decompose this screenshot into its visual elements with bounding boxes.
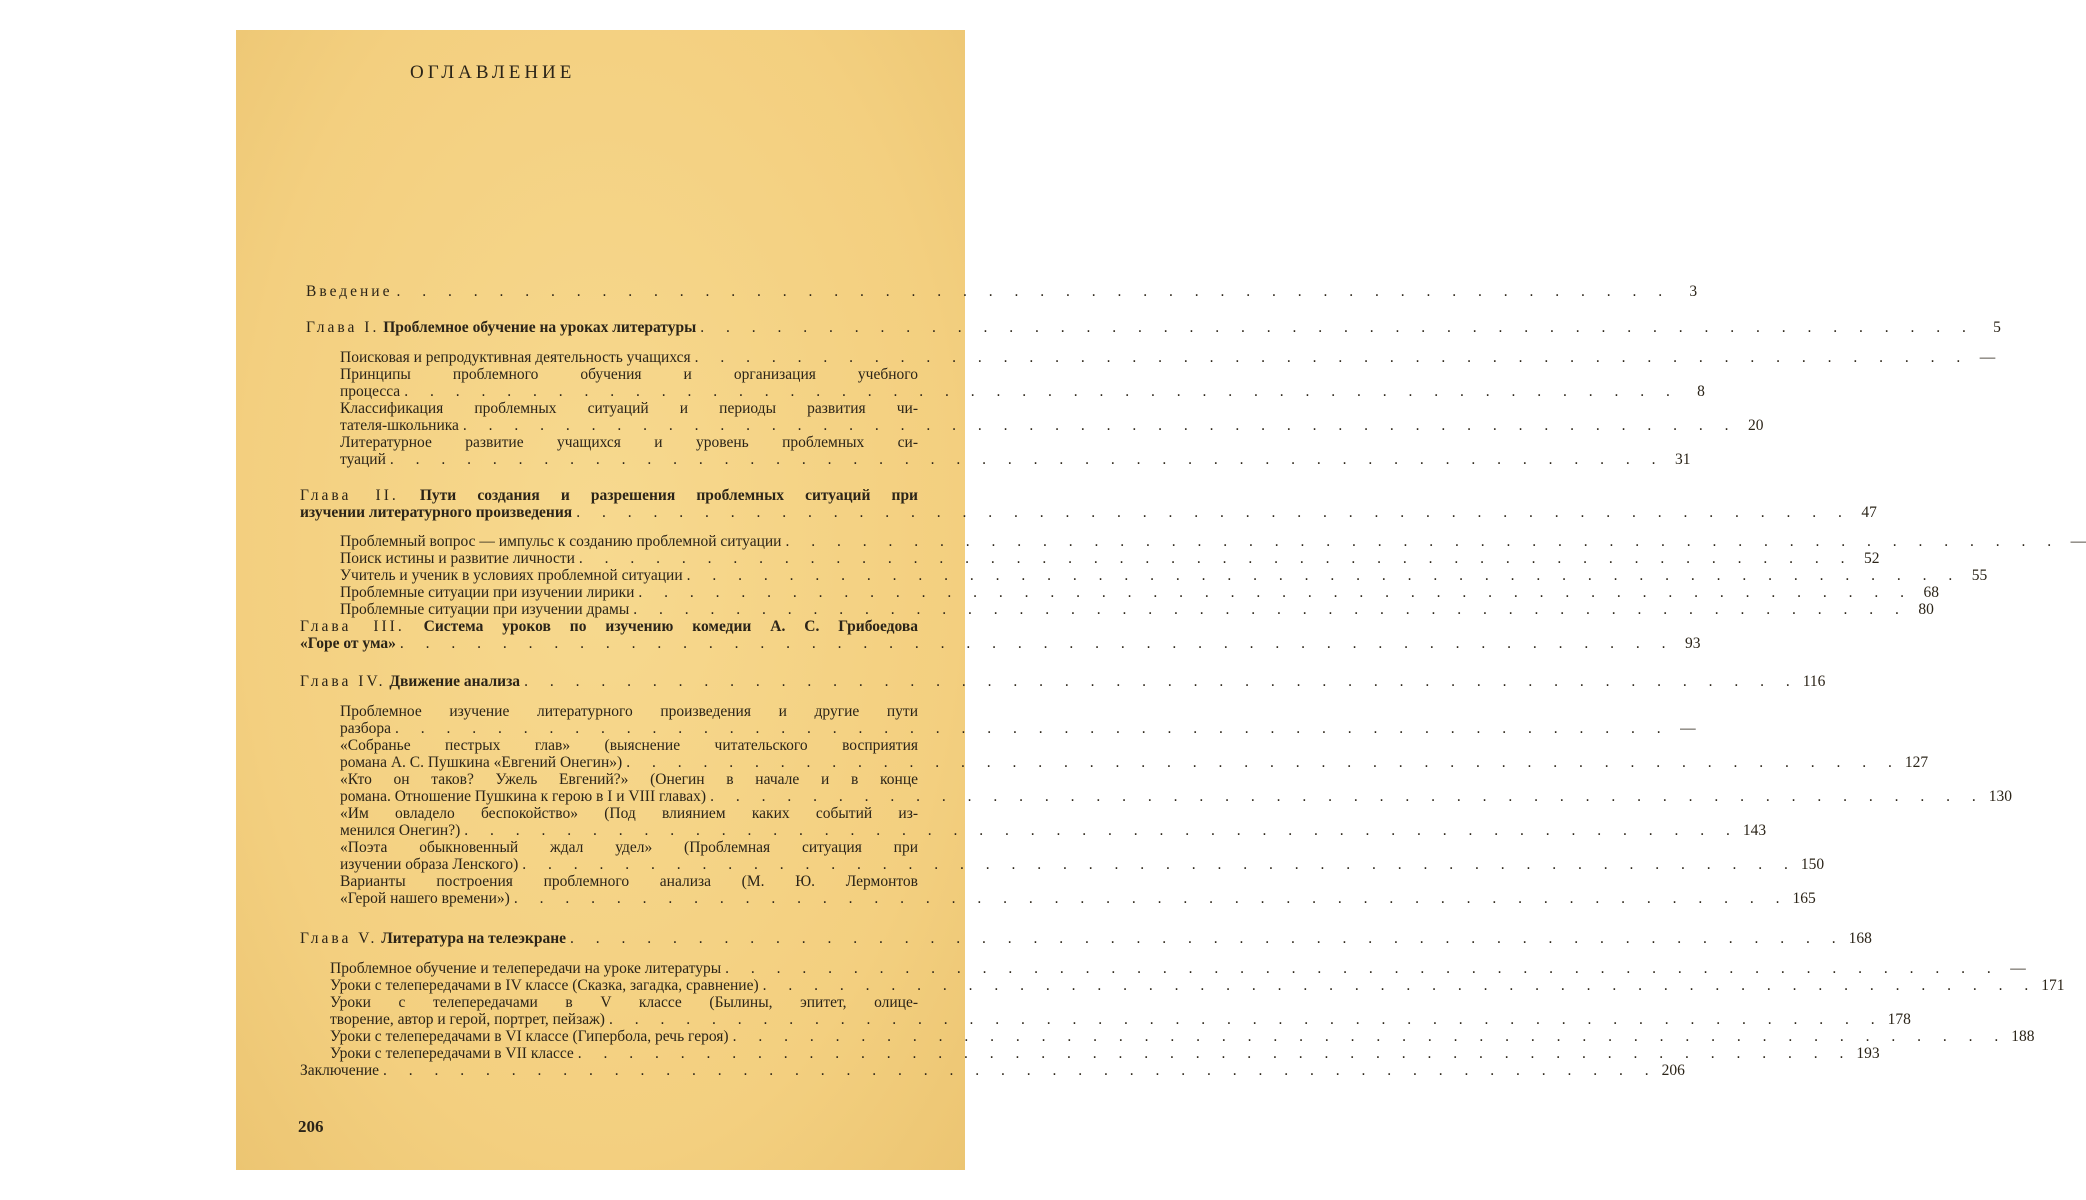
toc-entry xyxy=(340,349,1996,367)
leader-dots: . . . . . . . . . . . . . . . . . . . . . . . . . . . . . . . . . . . . . . . . . . . . . . . . . . xyxy=(383,1062,1658,1079)
leader-dots: . . . . . . . . . . . . . . . . . . . . . . . . . . . . . . . . . . . . . . . . . . . . . . . . . . xyxy=(399,634,1675,652)
page-number: 8 xyxy=(1697,382,1705,400)
page-number: 150 xyxy=(1800,855,1825,873)
page-number: 20 xyxy=(1748,416,1764,434)
toc-entry xyxy=(330,1045,1880,1063)
toc-entry xyxy=(330,960,2026,978)
leader-dots: . . . . . . . . . . . . . . . . . . . . . . . . . . . . . . . . . . . . . . . . . . . . . . . . . . xyxy=(464,821,1739,839)
leader-dots: . . . . . . . . . . . . . . . . . . . . . . . . . . . . . . . . . . . . . . . . . . . . . . . . . . xyxy=(638,584,1914,601)
toc-entry-chapter-5 xyxy=(300,930,1872,948)
page-number: 5 xyxy=(1993,319,2001,336)
page-number: 31 xyxy=(1675,450,1691,468)
leader-dots: . . . . . . . . . . . . . . . . . . . . . . . . . . . . . . . . . . . . . . . . . . . . . . . . . . xyxy=(389,450,1665,468)
page-number: 93 xyxy=(1685,634,1701,652)
toc-entry-text: туаций xyxy=(340,450,386,468)
toc-entry-chapter-2 xyxy=(300,487,1877,521)
toc-entry-text: Уроки с телепередачами в IV классе (Сказка, загадка, сравнение) xyxy=(330,977,759,994)
toc-entry xyxy=(340,839,1825,873)
leader-dots: . . . . . . . . . . . . . . . . . . . . . . . . . . . . . . . . . . . . . . . . . . . . . . . . . . xyxy=(462,416,1738,434)
toc-entry-text: Проблемный вопрос — импульс к созданию проблемной ситуации xyxy=(340,533,782,550)
toc-entry-text: романа А. С. Пушкина «Евгений Онегин») xyxy=(340,753,623,771)
leader-dots: . . . . . . . . . . . . . . . . . . . . . . . . . . . . . . . . . . . . . . . . . . . . . . . . . . xyxy=(524,673,1799,690)
page-number: 193 xyxy=(1856,1045,1880,1062)
page-number: 3 xyxy=(1689,283,1698,300)
toc-entry xyxy=(330,1028,2035,1046)
leader-dots: . . . . . . . . . . . . . . . . . . . . . . . . . . . . . . . . . . . . . . . . . . . . . . . . . . xyxy=(404,382,1679,400)
toc-entry-text: Заключение xyxy=(300,1062,380,1079)
toc-entry-chapter-4 xyxy=(300,673,1826,691)
toc-entry xyxy=(340,533,2086,551)
leader-dots: . . . . . . . . . . . . . . . . . . . . . . . . . . . . . . . . . . . . . . . . . . . . . . . . . . xyxy=(633,601,1908,618)
page-title: ОГЛАВЛЕНИЕ xyxy=(410,62,576,83)
chapter-title: Проблемное обучение на уроках литературы xyxy=(379,319,697,336)
leader-dots: . . . . . . . . . . . . . . . . . . . . . . . . . . . . . . . . . . . . . . . . . . . . . . . . . . xyxy=(577,1045,1853,1062)
page-number: 171 xyxy=(2041,977,2065,994)
leader-dots: . . . . . . . . . . . . . . . . . . . . . . . . . . . . . . . . . . . . . . . . . . . . . . . . . . xyxy=(694,349,1970,366)
page-number: 165 xyxy=(1792,889,1816,907)
page-number: 206 xyxy=(1661,1062,1685,1079)
toc-entry-text: творение, автор и герой, портрет, пейзаж) xyxy=(330,1010,605,1028)
page-number: 55 xyxy=(1971,567,1988,584)
toc-entry xyxy=(340,550,1880,568)
toc-entry xyxy=(330,994,1911,1028)
toc-entry-conclusion xyxy=(300,1062,1685,1080)
page-number: 52 xyxy=(1864,550,1880,567)
chapter-label: Глава III. xyxy=(300,618,405,635)
toc-entry xyxy=(340,584,1940,602)
toc-entry-introduction xyxy=(306,283,1698,301)
toc-entry xyxy=(340,400,1764,434)
toc-entry xyxy=(340,434,1691,468)
page-number: 188 xyxy=(2011,1028,2035,1045)
page-number: 127 xyxy=(1904,753,1929,771)
leader-dots: . . . . . . . . . . . . . . . . . . . . . . . . . . . . . . . . . . . . . . . . . . . . . . . . . . xyxy=(732,1028,2008,1045)
toc-entry xyxy=(340,601,1934,619)
toc-entry xyxy=(340,703,1696,737)
toc-entry-chapter-1 xyxy=(306,319,2001,337)
toc-entry-text: Принципы проблемного обучения и организация учебного xyxy=(340,366,918,383)
toc-entry xyxy=(340,567,1988,585)
leader-dots: . . . . . . . . . . . . . . . . . . . . . . . . . . . . . . . . . . . . . . . . . . . . . . . . . . xyxy=(686,567,1962,584)
page-number: 178 xyxy=(1887,1010,1911,1028)
toc-entry-text: Варианты построения проблемного анализа (М. Ю. Лермонтов xyxy=(340,873,918,890)
leader-dots: . . . . . . . . . . . . . . . . . . . . . . . . . . . . . . . . . . . . . . . . . . . . . . . . . . xyxy=(395,719,1670,737)
chapter-label: Глава V. xyxy=(300,930,378,947)
page-number: 47 xyxy=(1861,503,1877,521)
page-number: 68 xyxy=(1923,584,1940,601)
leader-dots: . . . . . . . . . . . . . . . . . . . . . . . . . . . . . . . . . . . . . . . . . . . . . . . . . . xyxy=(578,550,1854,567)
toc-entry-text: Проблемное обучение и телепередачи на уроке литературы xyxy=(330,960,722,977)
toc-entry-text: изучении образа Ленского) xyxy=(340,855,519,873)
toc-entry-text: Проблемное изучение литературного произведения и другие пути xyxy=(340,703,918,720)
toc-entry-chapter-3 xyxy=(300,618,1701,652)
page-number: 143 xyxy=(1742,821,1767,839)
toc-entry-text: Уроки с телепередачами в V классе (Былины, эпитет, олице- xyxy=(330,994,918,1011)
toc-entry-text: Уроки с телепередачами в VII классе xyxy=(330,1045,574,1062)
toc-entry-text: Учитель и ученик в условиях проблемной ситуации xyxy=(340,567,683,584)
chapter-title: Литература на телеэкране xyxy=(377,930,567,947)
chapter-title: Пути создания и разрешения проблемных ситуаций при xyxy=(398,487,918,504)
chapter-label: Глава II. xyxy=(300,487,399,504)
toc-entry xyxy=(330,977,2065,995)
toc-entry-text: «Им овладело беспокойство» (Под влиянием каких событий из- xyxy=(340,805,918,822)
page-number: 80 xyxy=(1918,601,1934,618)
toc-entry-text: тателя-школьника xyxy=(340,416,459,434)
page-number: — xyxy=(2010,960,2026,977)
toc-entry-text: разбора xyxy=(340,719,392,737)
toc-entry-text: Поиск истины и развитие личности xyxy=(340,550,575,567)
leader-dots: . . . . . . . . . . . . . . . . . . . . . . . . . . . . . . . . . . . . . . . . . . . . . . . . . . xyxy=(396,283,1672,300)
leader-dots: . . . . . . . . . . . . . . . . . . . . . . . . . . . . . . . . . . . . . . . . . . . . . . . . . . xyxy=(626,753,1901,771)
page-number: — xyxy=(1979,349,1996,366)
page-number: — xyxy=(2070,533,2086,550)
toc-entry xyxy=(340,805,1767,839)
chapter-label: Глава I. xyxy=(306,319,380,336)
leader-dots: . . . . . . . . . . . . . . . . . . . . . . . . . . . . . . . . . . . . . . . . . . . . . . . . . . xyxy=(785,533,2061,550)
footer-page-number: 206 xyxy=(298,1117,324,1136)
book-page xyxy=(236,30,2086,1170)
page-number: 168 xyxy=(1848,930,1872,947)
chapter-title: Система уроков по изучению комедии А. С. Грибоедова xyxy=(404,618,919,635)
toc-entry-text: менился Онегин?) xyxy=(340,821,461,839)
leader-dots: . . . . . . . . . . . . . . . . . . . . . . . . . . . . . . . . . . . . . . . . . . . . . . . . . . xyxy=(522,855,1797,873)
leader-dots: . . . . . . . . . . . . . . . . . . . . . . . . . . . . . . . . . . . . . . . . . . . . . . . . . . xyxy=(608,1010,1884,1028)
page-number: — xyxy=(1680,719,1696,737)
toc-entry xyxy=(340,366,1705,400)
page-number: 130 xyxy=(1988,787,2012,805)
chapter-title: Движение анализа xyxy=(385,673,521,690)
leader-dots: . . . . . . . . . . . . . . . . . . . . . . . . . . . . . . . . . . . . . . . . . . . . . . . . . . xyxy=(725,960,2000,977)
toc-entry-text: «Собранье пестрых глав» (выяснение читательского восприятия xyxy=(340,737,918,754)
toc-entry-text: процесса xyxy=(340,382,401,400)
toc-entry-text: «Поэта обыкновенный ждал удел» (Проблемная ситуация при xyxy=(340,839,918,856)
toc-entry-text: Проблемные ситуации при изучении драмы xyxy=(340,601,630,618)
toc-entry-text: Уроки с телепередачами в VI классе (Гипербола, речь героя) xyxy=(330,1028,729,1045)
toc-entry-text: Литературное развитие учащихся и уровень проблемных си- xyxy=(340,434,918,451)
leader-dots: . . . . . . . . . . . . . . . . . . . . . . . . . . . . . . . . . . . . . . . . . . . . . . . . . . xyxy=(513,889,1789,907)
chapter-label: Глава IV. xyxy=(300,673,386,690)
toc-entry-text: Классификация проблемных ситуаций и периоды развития чи- xyxy=(340,400,918,417)
leader-dots: . . . . . . . . . . . . . . . . . . . . . . . . . . . . . . . . . . . . . . . . . . . . . . . . . . xyxy=(576,503,1851,521)
toc-entry-text: «Герой нашего времени») xyxy=(340,889,510,907)
toc-entry-text: Введение xyxy=(306,283,393,300)
chapter-title: изучении литературного произведения xyxy=(300,503,573,521)
leader-dots: . . . . . . . . . . . . . . . . . . . . . . . . . . . . . . . . . . . . . . . . . . . . . . . . . . xyxy=(570,930,1845,947)
toc-entry-text: Проблемные ситуации при изучении лирики xyxy=(340,584,635,601)
toc-entry-text: «Кто он таков? Ужель Евгений?» (Онегин в начале и в конце xyxy=(340,771,918,788)
leader-dots: . . . . . . . . . . . . . . . . . . . . . . . . . . . . . . . . . . . . . . . . . . . . . . . . . . xyxy=(700,319,1975,336)
leader-dots: . . . . . . . . . . . . . . . . . . . . . . . . . . . . . . . . . . . . . . . . . . . . . . . . . . xyxy=(762,977,2038,994)
chapter-title: «Горе от ума» xyxy=(300,634,396,652)
page-number: 116 xyxy=(1802,673,1826,690)
leader-dots: . . . . . . . . . . . . . . . . . . . . . . . . . . . . . . . . . . . . . . . . . . . . . . . . . . xyxy=(710,787,1985,805)
toc-entry-text: Поисковая и репродуктивная деятельность учащихся xyxy=(340,349,691,366)
toc-entry xyxy=(340,873,1816,907)
toc-entry xyxy=(340,737,1929,771)
toc-entry xyxy=(340,771,2012,805)
toc-entry-text: романа. Отношение Пушкина к герою в I и VIII главах) xyxy=(340,787,707,805)
